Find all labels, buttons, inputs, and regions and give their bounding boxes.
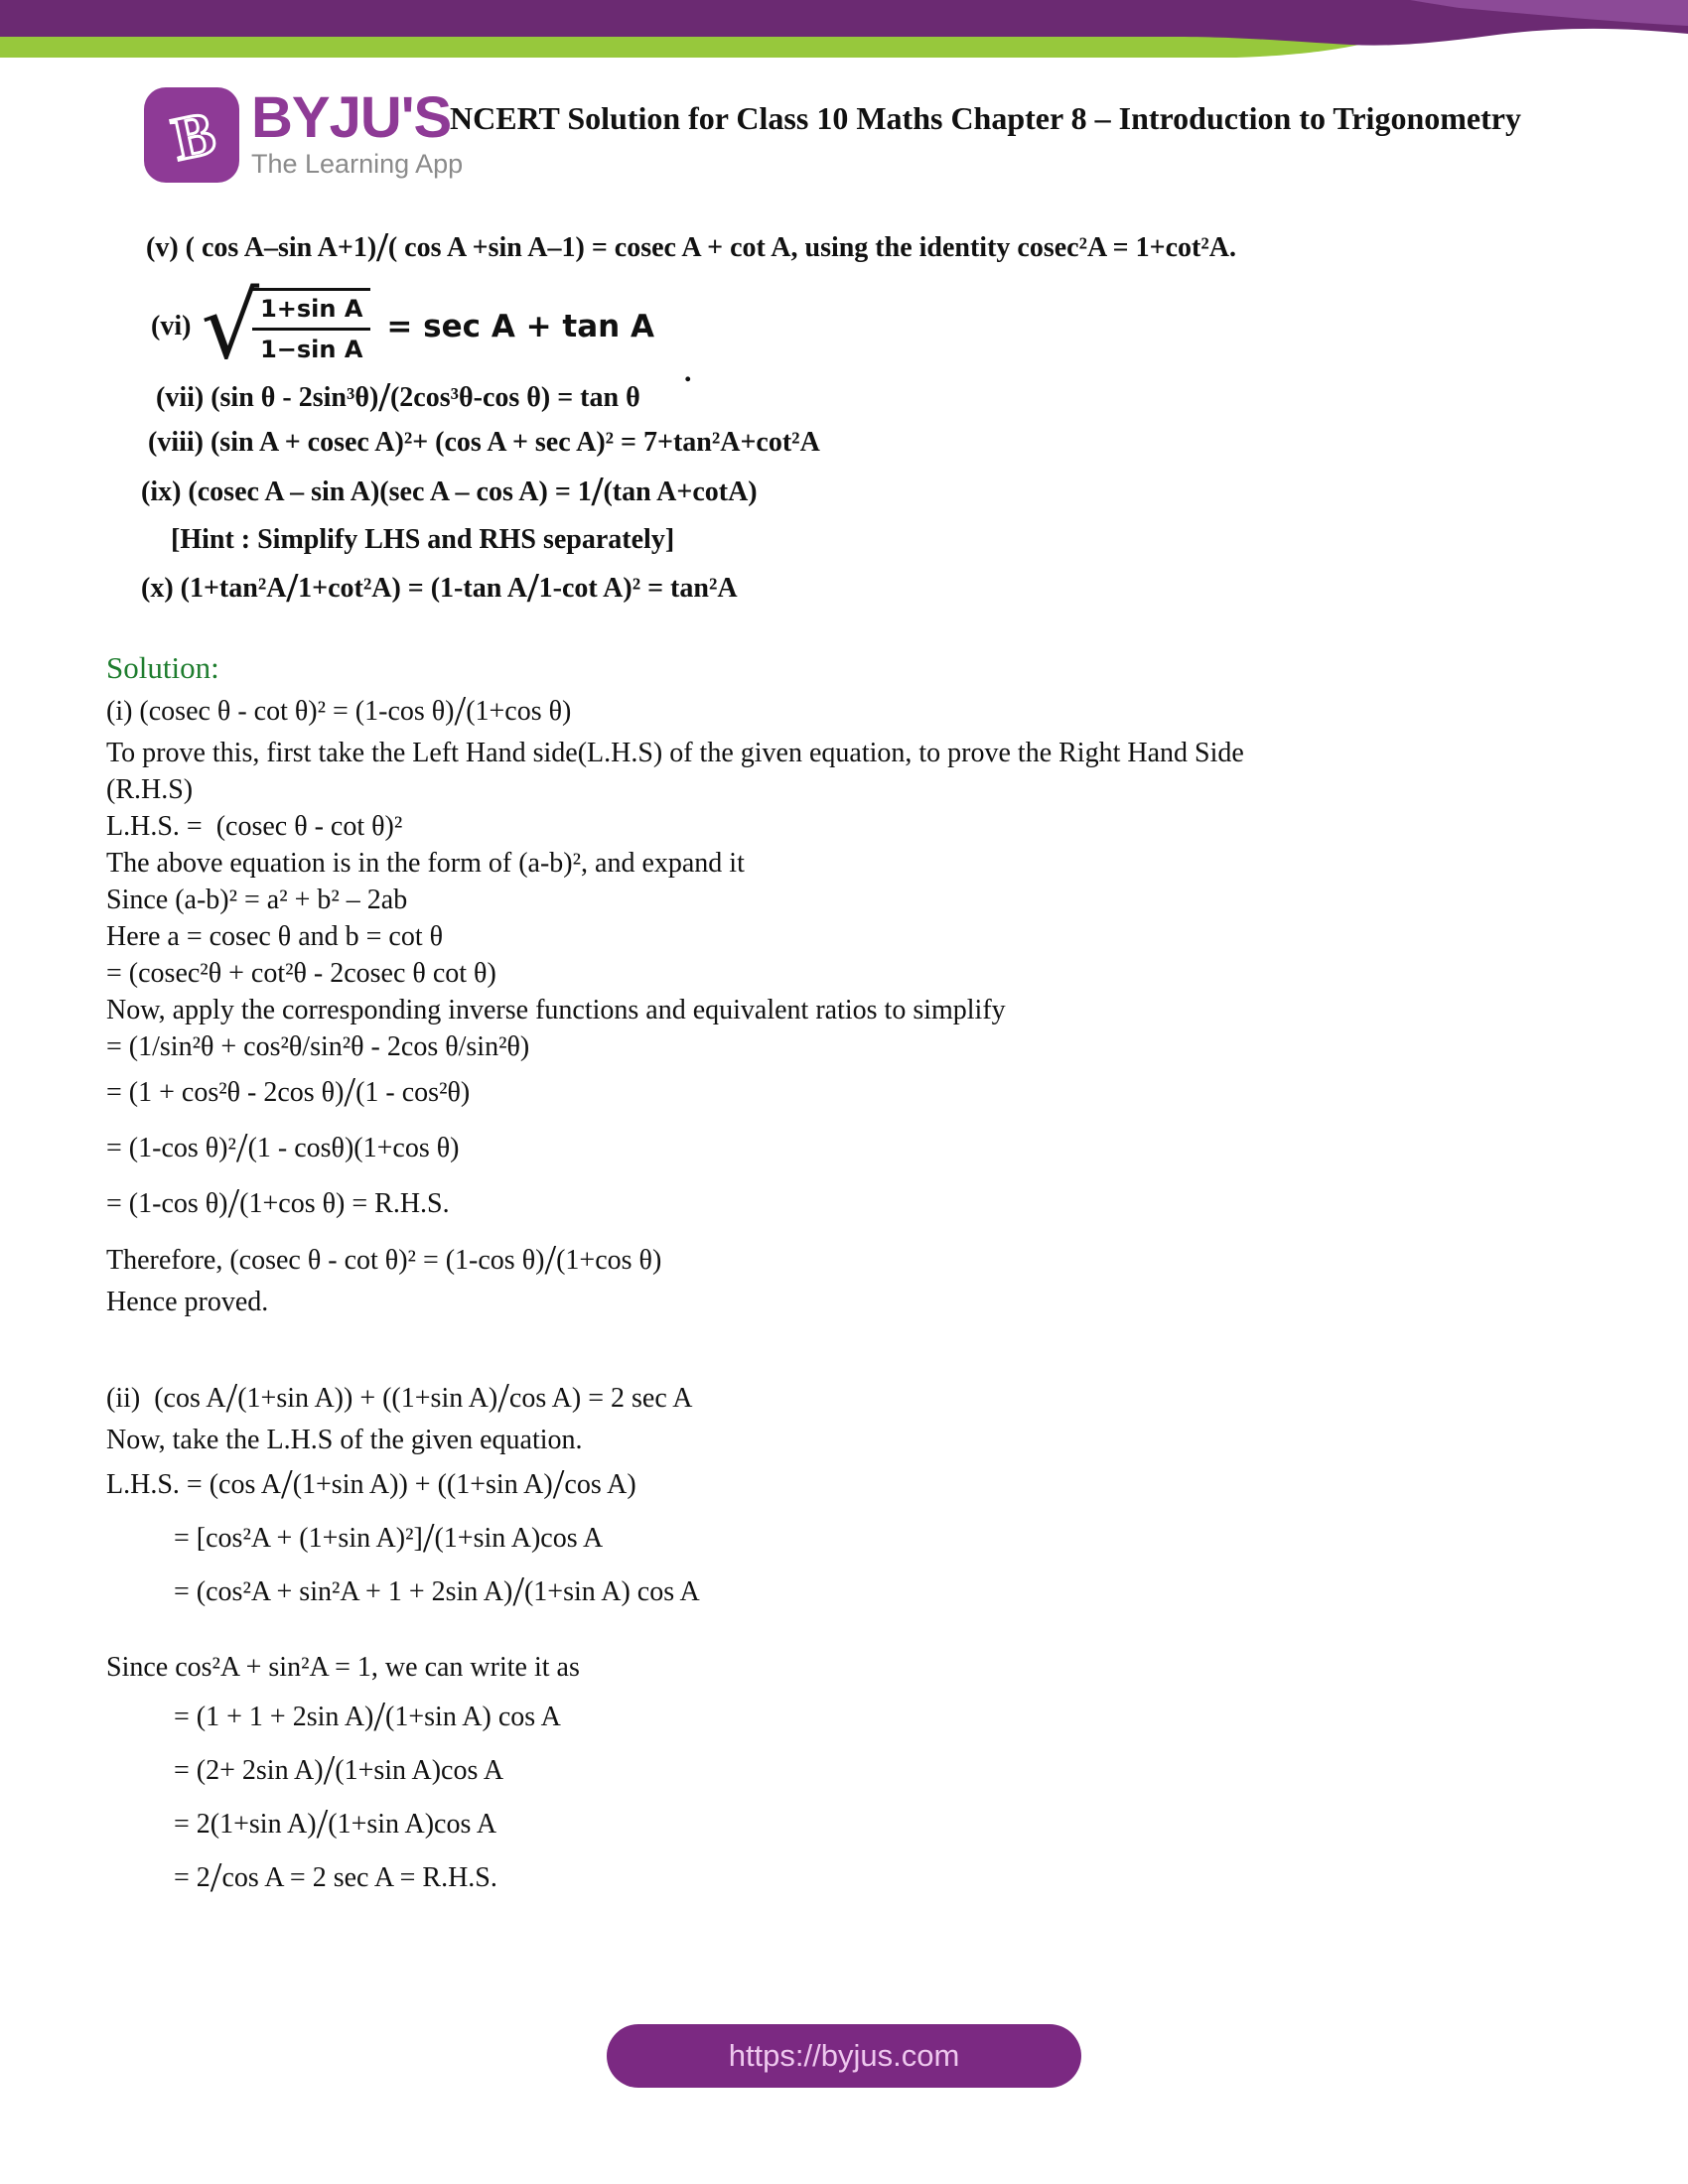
square-root-expression: [201, 272, 370, 379]
question-x: (x) (1+tan²A/1+cot²A) = (1-tan A/1-cot A)² = tan²A: [141, 566, 738, 613]
green-band: [0, 36, 1388, 58]
solution-i-line: = (1/sin²θ + cos²θ/sin²θ - 2cos θ/sin²θ): [106, 1031, 530, 1062]
question-viii: (viii) (sin A + cosec A)²+ (cos A + sec A)² = 7+tan²A+cot²A: [148, 427, 820, 458]
solution-i-line: Since (a-b)² = a² + b² – 2ab: [106, 885, 408, 915]
solution-i-line: = (1 + cos²θ - 2cos θ)/(1 - cos²θ): [106, 1070, 471, 1117]
byjus-url-label: https://byjus.com: [728, 2038, 960, 2073]
brand-wordmark: BYJU'S: [251, 85, 452, 150]
solution-i-line: = (cosec²θ + cot²θ - 2cosec θ cot θ): [106, 958, 496, 989]
byjus-url-button[interactable]: [607, 2024, 1081, 2088]
solution-ii-line: = 2(1+sin A)/(1+sin A)cos A: [174, 1802, 497, 1848]
byjus-logo: [144, 87, 463, 183]
solution-i-line: = (1-cos θ)/(1+cos θ) = R.H.S.: [106, 1181, 450, 1228]
solution-i-line: (i) (cosec θ - cot θ)² = (1-cos θ)/(1+cos θ): [106, 689, 572, 736]
question-vi-label: (vi): [151, 311, 192, 341]
solution-ii-line: = (1 + 1 + 2sin A)/(1+sin A) cos A: [174, 1695, 561, 1741]
fraction: [252, 288, 370, 366]
solution-i-line: L.H.S. = (cosec θ - cot θ)²: [106, 811, 403, 842]
document-body: [106, 226, 1586, 1905]
solution-i-line: (R.H.S): [106, 774, 194, 805]
solution-ii-line: = (2+ 2sin A)/(1+sin A)cos A: [174, 1748, 504, 1795]
solution-ii-line: Now, take the L.H.S of the given equation.: [106, 1425, 583, 1455]
page-title: NCERT Solution for Class 10 Maths Chapter 8 – Introduction to Trigonometry: [450, 100, 1521, 136]
radical-symbol: √: [201, 272, 260, 379]
solution-i-line: Now, apply the corresponding inverse functions and equivalent ratios to simplify: [106, 995, 1006, 1025]
solution-ii-line: = [cos²A + (1+sin A)²]/(1+sin A)cos A: [174, 1516, 604, 1563]
solution-ii-line: (ii) (cos A/(1+sin A)) + ((1+sin A)/cos A) = 2 sec A: [106, 1376, 693, 1423]
solution-heading: Solution:: [106, 650, 219, 685]
solution-ii-line: Since cos²A + sin²A = 1, we can write it as: [106, 1652, 580, 1683]
solution-i-line: To prove this, first take the Left Hand side(L.H.S) of the given equation, to prove the Right Hand Side: [106, 738, 1244, 768]
byjus-logo-icon: [144, 87, 239, 183]
question-hint: [Hint : Simplify LHS and RHS separately]: [171, 524, 675, 555]
fraction-denominator: 1−sin A: [260, 335, 363, 363]
solution-ii-line: L.H.S. = (cos A/(1+sin A)) + ((1+sin A)/cos A): [106, 1462, 636, 1509]
question-v: (v) ( cos A–sin A+1)/( cos A +sin A–1) = cosec A + cot A, using the identity cosec²A = 1+cot²A.: [146, 225, 1236, 272]
stray-dot: .: [683, 355, 692, 388]
solution-i-line: Hence proved.: [106, 1287, 269, 1317]
solution-i-line: The above equation is in the form of (a-b)², and expand it: [106, 848, 745, 879]
svg-text:B: B: [167, 98, 221, 175]
solution-i-line: = (1-cos θ)²/(1 - cosθ)(1+cos θ): [106, 1126, 460, 1172]
solution-ii-line: = 2/cos A = 2 sec A = R.H.S.: [174, 1855, 497, 1902]
brand-tagline: The Learning App: [251, 149, 464, 179]
solution-i-line: Therefore, (cosec θ - cot θ)² = (1-cos θ)/(1+cos θ): [106, 1238, 662, 1285]
b-letter-icon: [144, 87, 239, 183]
question-ix: (ix) (cosec A – sin A)(sec A – cos A) = 1/(tan A+cotA): [141, 470, 758, 516]
fraction-numerator: 1+sin A: [252, 291, 370, 331]
solution-i-line: Here a = cosec θ and b = cot θ: [106, 921, 444, 952]
question-vi: [106, 272, 1586, 388]
solution-ii-line: = (cos²A + sin²A + 1 + 2sin A)/(1+sin A) cos A: [174, 1570, 700, 1616]
question-vii: (vii) (sin θ - 2sin³θ)/(2cos³θ-cos θ) = tan θ: [156, 375, 640, 422]
question-vi-rhs: = sec A + tan A: [386, 309, 654, 344]
